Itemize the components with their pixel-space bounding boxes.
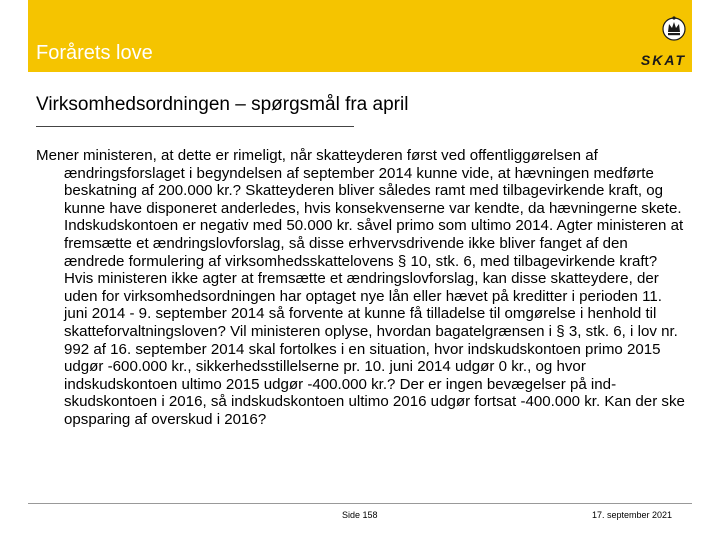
skat-logo <box>612 12 686 66</box>
logo-wordmark: SKAT <box>640 52 686 68</box>
page-number: Side 158 <box>342 510 378 520</box>
crown-icon <box>662 12 686 42</box>
slide-subtitle: Virksomhedsordningen – spørgsmål fra april <box>36 94 409 115</box>
footer-date: 17. september 2021 <box>592 510 673 520</box>
subtitle-divider <box>36 126 354 127</box>
section-title: Forårets love <box>36 42 153 64</box>
footer-divider <box>28 503 692 504</box>
body-paragraph: Mener ministeren, at dette er rimeligt, når skatteyderen først ved offentliggørelsen af ændringsforslaget i begyndelsen af september 2014 kunne vide, at hævningen medførte beskatning af 200.000 kr.? Skatteyderen bliver således ramt med tilbagevirkende kraft, og kunne have disponeret anderledes, hvis konsekvenserne var kendte, da hævningerne skete. Indskudskontoen er negativ med 50.000 kr. såvel primo som ultimo 2014. Agter ministeren at fremsætte et ændringslovforslag, så disse erhvervsdrivende ikke bliver fanget af den ændrede formulering af virksomhedsskattelovens § 10, stk. 6, med tilbagevirkende kraft? Hvis ministeren ikke agter at fremsætte et ændringslovforslag, kan disse skatteydere, der uden for virksomhedsordningen har optaget nye lån eller hævet på kreditter i perioden 11. juni 2014 - 9. september 2014 så forvente at kunne få tilladelse til omgørelse i henhold til skatteforvaltningsloven? Vil ministeren oplyse, hvordan bagatelgrænsen i § 3, stk. 6, i lov nr. 992 af 16. september 2014 skal fortolkes i en situation, hvor indskudskontoen primo 2015 udgør -600.000 kr., sikkerhedsstillelserne pr. 10. juni 2014 udgør 0 kr., og hvor indskudskontoen ultimo 2015 udgør -400.000 kr.? Der er ingen bevægelser på ind-skudskontoen i 2016, så indskudskontoen ultimo 2016 udgør fortsat -400.000 kr. Kan der ske opsparing af overskud i 2016? <box>36 147 685 428</box>
